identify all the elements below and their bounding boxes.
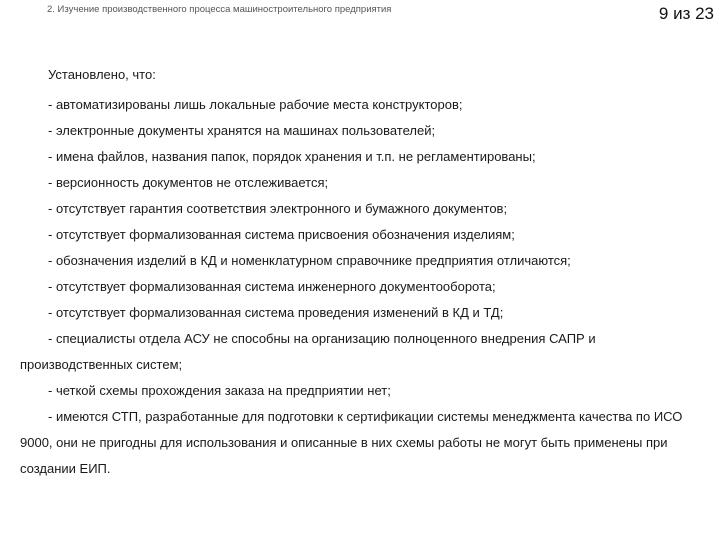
list-item: - обозначения изделий в КД и номенклатурном справочнике предприятия отличаются; xyxy=(48,253,571,268)
list-item: - отсутствует формализованная система инженерного документооборота; xyxy=(48,279,496,294)
document-body xyxy=(20,62,700,482)
list-item: - версионность документов не отслеживается; xyxy=(48,175,329,190)
intro-text: Установлено, что: xyxy=(48,67,156,82)
list-item: - имена файлов, названия папок, порядок хранения и т.п. не регламентированы; xyxy=(48,149,536,164)
list-item: - четкой схемы прохождения заказа на предприятии нет; xyxy=(48,383,391,398)
list-item: - отсутствует гарантия соответствия электронного и бумажного документов; xyxy=(48,201,508,216)
list-item: - автоматизированы лишь локальные рабочие места конструкторов; xyxy=(48,97,463,112)
section-title: 2. Изучение производственного процесса машиностроительного предприятия xyxy=(47,4,392,15)
list-item: - имеются СТП, разработанные для подготовки к сертификации системы менеджмента качества по ИСО 9000, они не пригодны для использования и описанные в них схемы работы не могут быть применены при создании ЕИП. xyxy=(20,409,683,476)
list-item: - отсутствует формализованная система проведения изменений в КД и ТД; xyxy=(48,305,504,320)
page-counter: 9 из 23 xyxy=(658,4,714,23)
page-header xyxy=(0,0,720,30)
list-item: - специалисты отдела АСУ не способны на организацию полноценного внедрения САПР и производственных систем; xyxy=(20,331,596,372)
list-item: - электронные документы хранятся на машинах пользователей; xyxy=(48,123,436,138)
list-item: - отсутствует формализованная система присвоения обозначения изделиям; xyxy=(48,227,515,242)
